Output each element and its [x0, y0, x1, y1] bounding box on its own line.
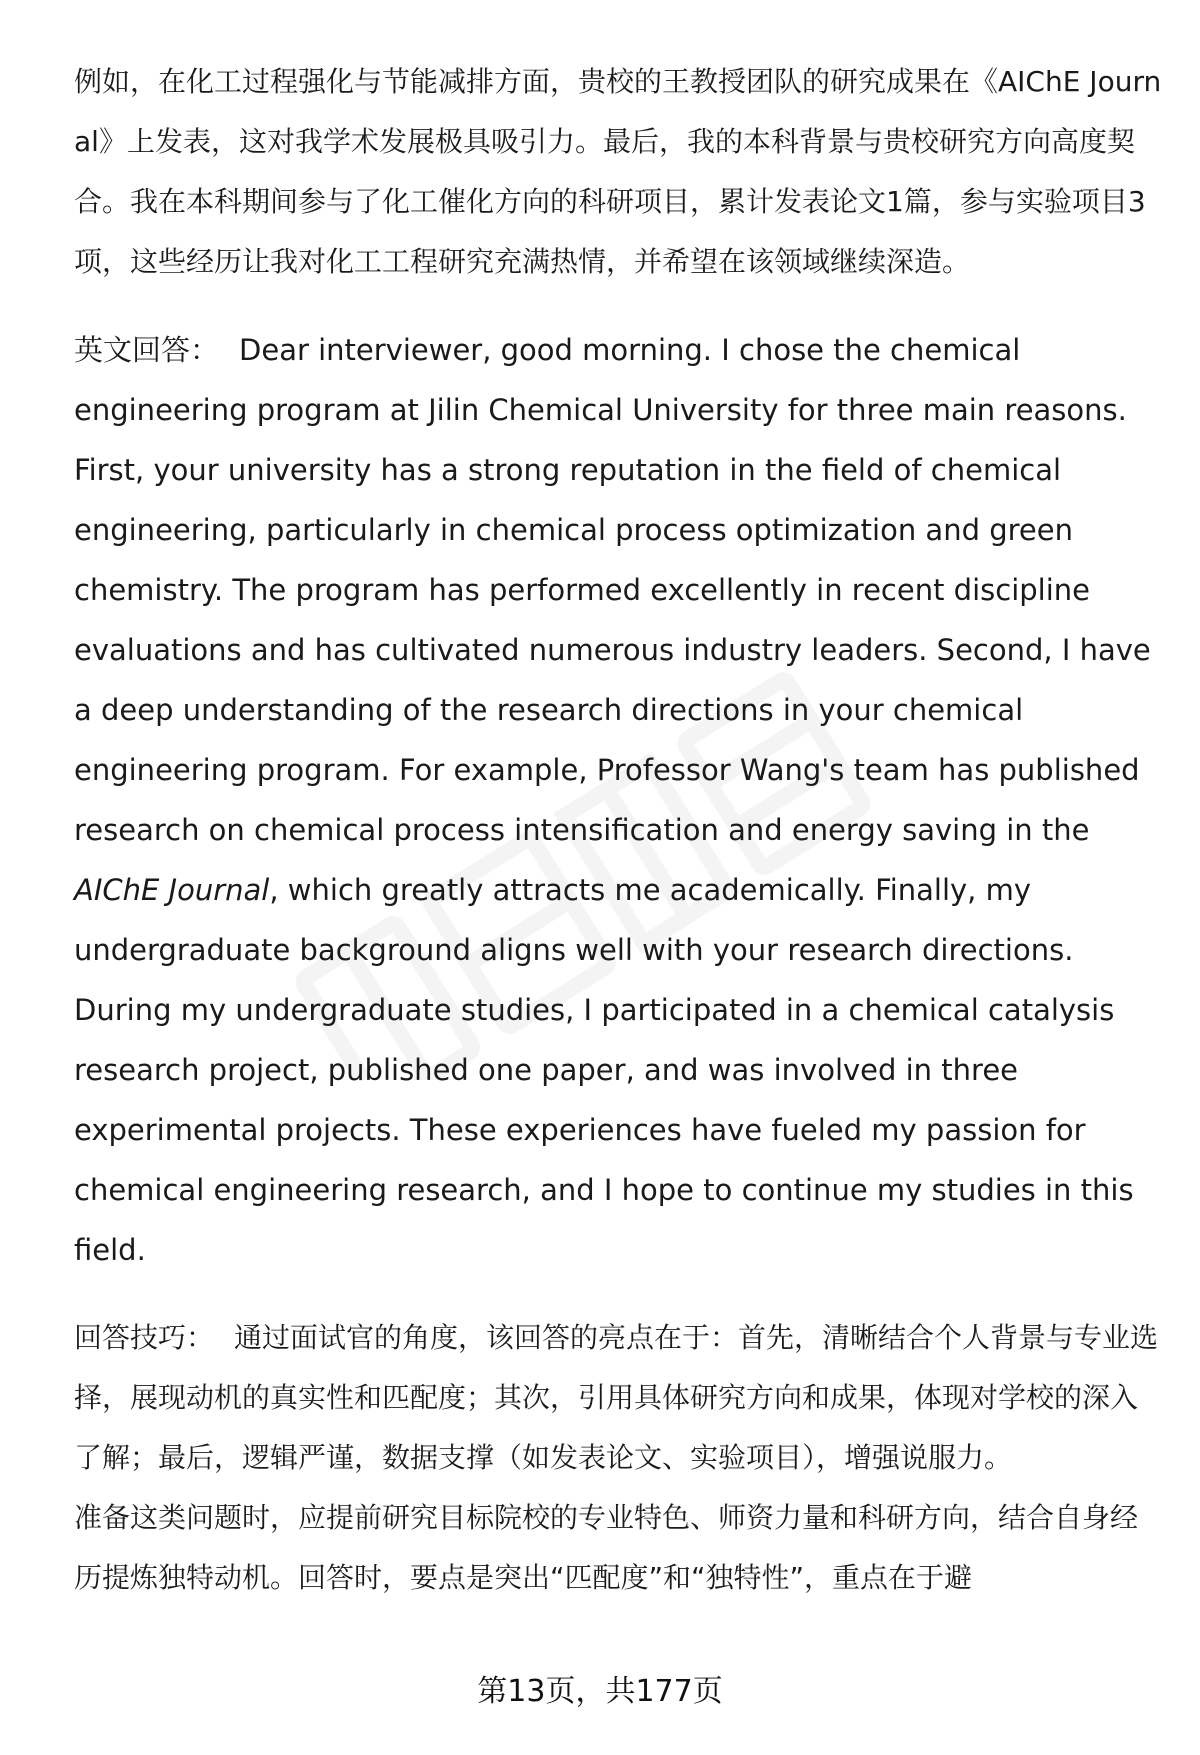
answer-tips-label: 回答技巧：	[74, 1321, 215, 1354]
english-answer-paragraph	[74, 320, 1164, 1280]
answer-tips-text: 通过面试官的角度，该回答的亮点在于：首先，清晰结合个人背景与专业选择，展现动机的真实性和匹配度；其次，引用具体研究方向和成果，体现对学校的深入了解；最后，逻辑严谨，数据支撑（如发表论文、实验项目），增强说服力。	[74, 1321, 1159, 1474]
journal-title: AIChE Journal	[74, 873, 270, 907]
paragraph-spacer	[74, 1280, 1164, 1308]
paragraph-spacer	[74, 292, 1164, 320]
document-body	[74, 52, 1164, 1608]
page-number-footer: 第13页，共177页	[477, 1674, 723, 1709]
english-answer-text-part1: Dear interviewer, good morning. I chose the chemical engineering program at Jilin Chemical University for three main reasons. First, your university has a strong reputation in the field of chemical engineering, particularly in chemical process optimization and green chemistry. The program has performed excellently in recent discipline evaluations and has cultivated numerous industry leaders. Second, I have a deep understanding of the research directions in your chemical engineering program. For example, Professor Wang's team has published research on chemical process intensification and energy saving in the	[74, 333, 1151, 847]
answer-tips-paragraph	[74, 1308, 1164, 1488]
english-answer-label: 英文回答：	[74, 333, 220, 367]
preparation-paragraph: 准备这类问题时，应提前研究目标院校的专业特色、师资力量和科研方向，结合自身经历提炼独特动机。回答时，要点是突出“匹配度”和“独特性”，重点在于避	[74, 1501, 1139, 1594]
english-answer-text-part2: , which greatly attracts me academically. Finally, my undergraduate background aligns well with your research directions. During my undergraduate studies, I participated in a chemical catalysis research project, published one paper, and was involved in three experimental projects. These experiences have fueled my passion for chemical engineering research, and I hope to continue my studies in this field.	[74, 873, 1134, 1267]
chinese-paragraph-continued: 例如，在化工过程强化与节能减排方面，贵校的王教授团队的研究成果在《AIChE Journal》上发表，这对我学术发展极具吸引力。最后，我的本科背景与贵校研究方向高度契合。我在本科期间参与了化工催化方向的科研项目，累计发表论文1篇，参与实验项目3项，这些经历让我对化工工程研究充满热情，并希望在该领域继续深造。	[74, 65, 1162, 278]
